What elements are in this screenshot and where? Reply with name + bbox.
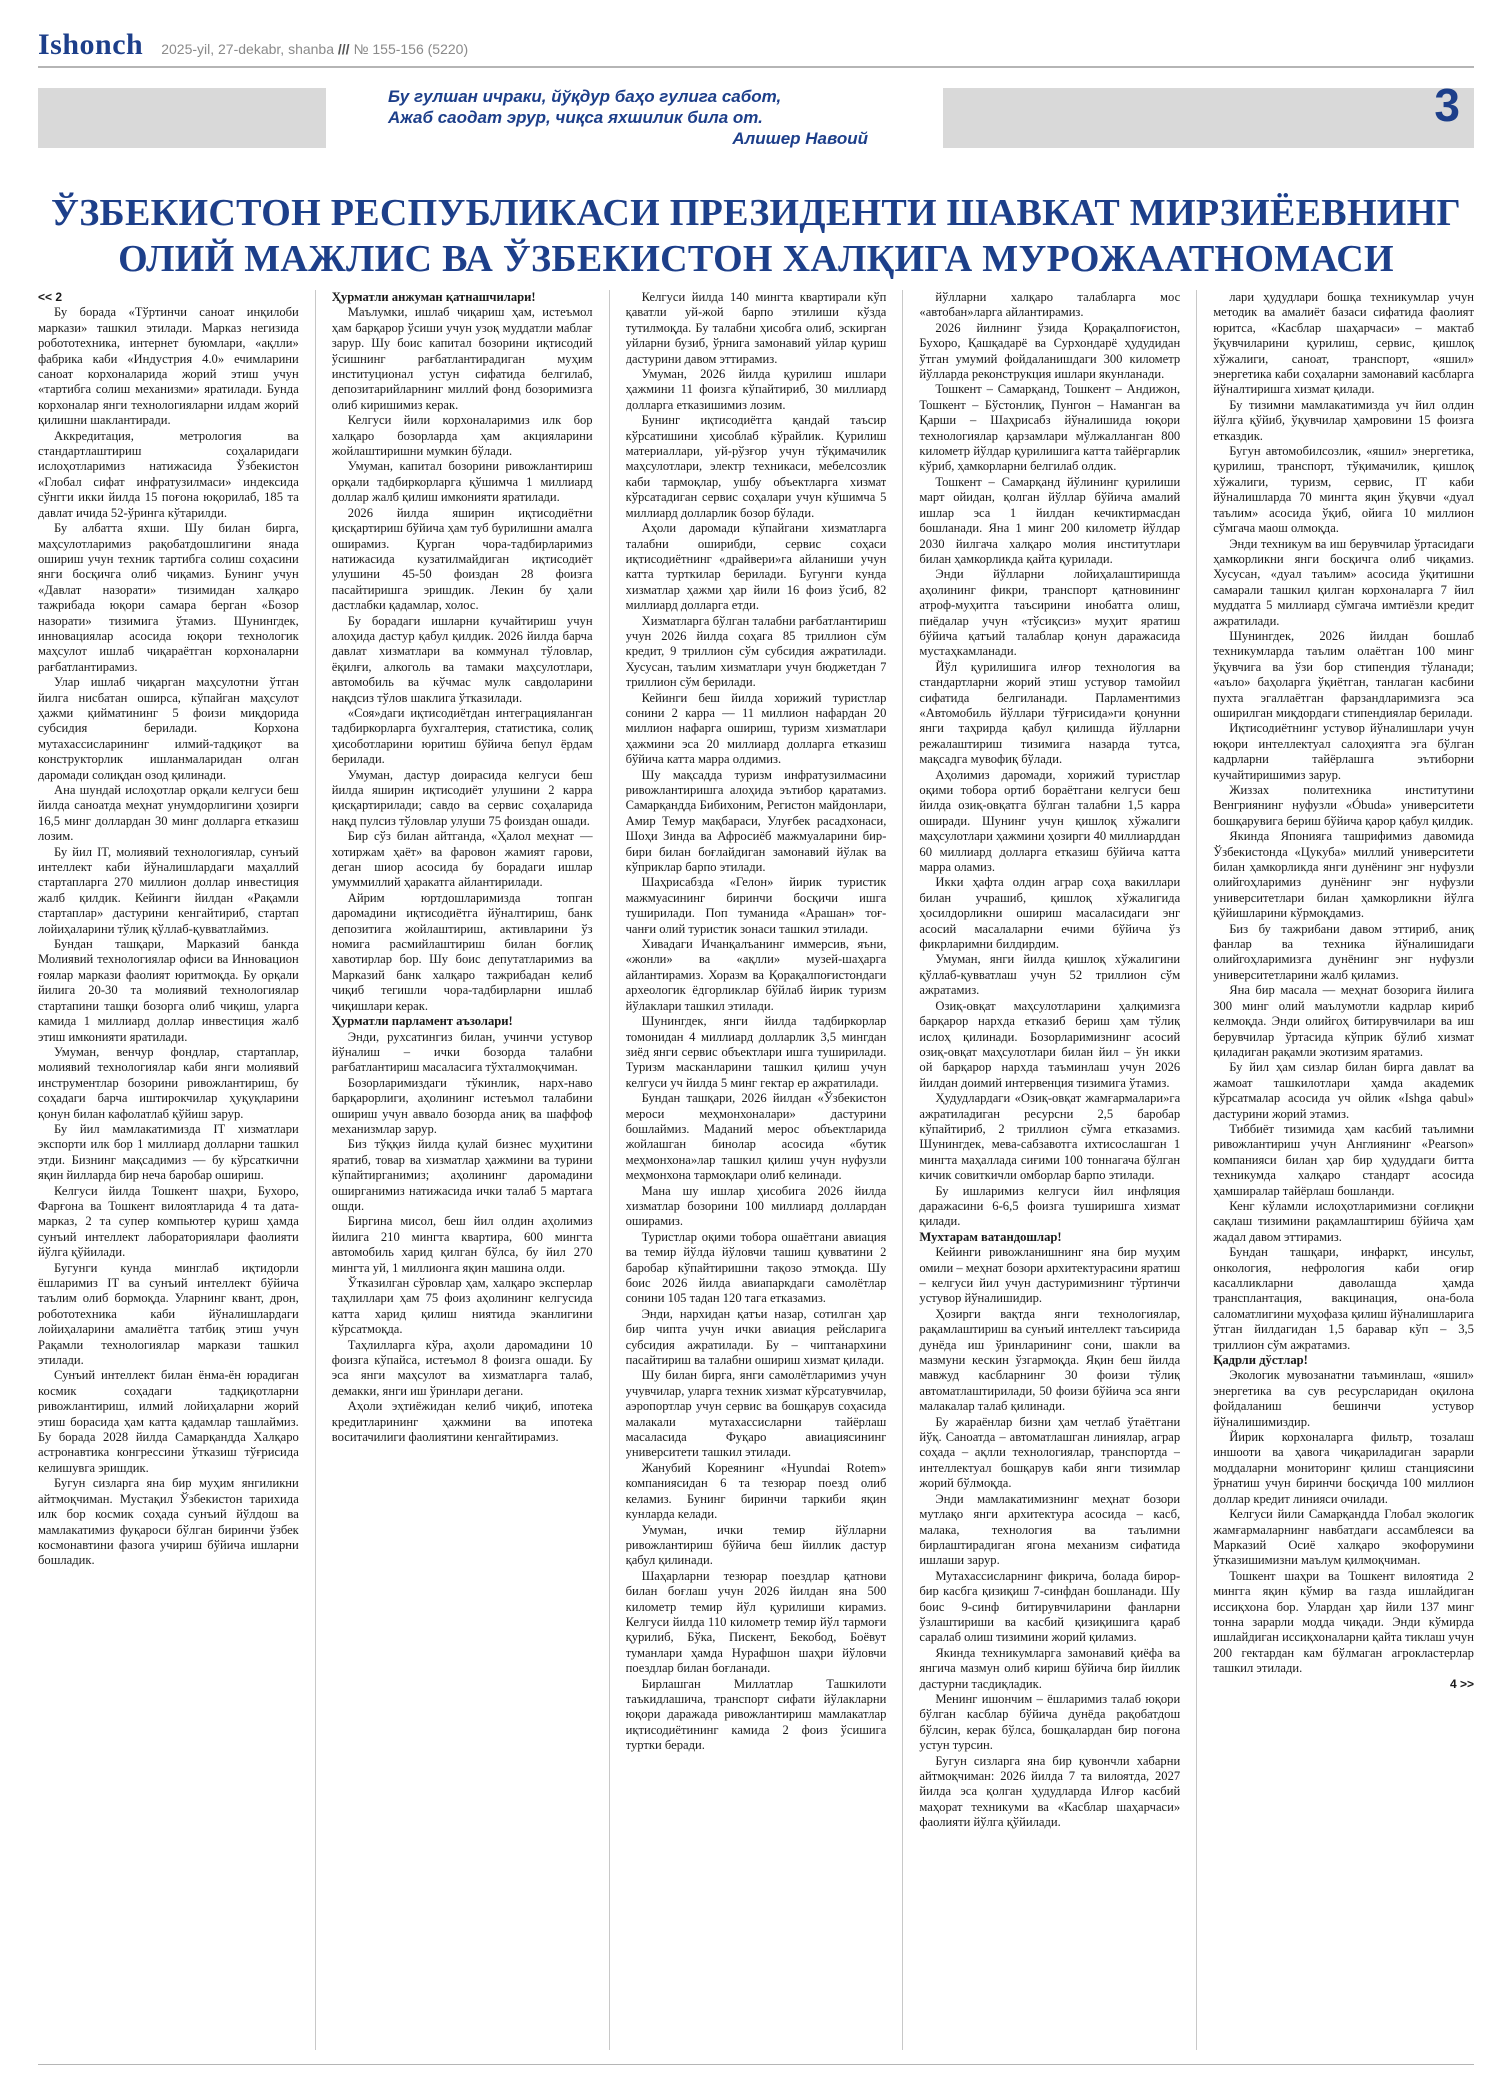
paragraph: Ҳурматли анжуман қатнашчилари! [331, 290, 536, 304]
paragraph: Экологик мувозанатни таъминлаш, «яшил» энергетика ва сув ресурсларидан оқилона фойдаланиш бешинчи устувор йўналишимиздир. [1213, 1368, 1474, 1429]
paragraph: Аҳоли даромади кўпайгани хизматларга талабни оширибди, сервис соҳаси иқтисодиётнинг «драйвери»га айланиши учун катта турткилар берилади. Бугунги кунда хизматлар ҳажми ҳар йили 16 фоиз ўсиб, 82 миллиард долларга етди. [625, 521, 887, 613]
paragraph: йўлларни халқаро талабларга мос «автобан»ларга айлантирамиз. [919, 290, 1181, 320]
paragraph: Умуман, дастур доирасида келгуси беш йилда яширин иқтисодиёт улушини 2 карра қисқартирилади; савдо ва сервис соҳаларида нақд пулсиз тўловлар улуши 75 фоиздан ошади. [331, 767, 593, 828]
paragraph: Бу йил мамлакатимизда IT хизматлари экспорти илк бор 1 миллиард долларни ташкил этди. Бизнинг мақсадимиз — бу кўрсаткични яқин йилларда бир неча баробар ошириш. [38, 1121, 299, 1183]
paragraph: Бу тизимни мамлакатимизда уч йил олдин йўлга қўйиб, ўқувчилар ҳамровини 15 фоизга етказдик. [1213, 397, 1474, 443]
paragraph: Бозорларимиздаги тўкинлик, нарх-наво барқарорлиги, аҳолининг истеъмол талабини ошириш учун аввало бозорда аниқ ва шаффоф механизмлар зарур. [331, 1075, 593, 1136]
text-column-4 [919, 290, 1180, 2050]
paragraph: Тошкент – Самарқанд йўлининг қурилиши март ойидан, қолган йўллар бўйича амалий ишлар эса 1 йилдан кечиктирмасдан бошланади. Яна 1 минг 200 километр йўлдар 2030 йилгача халқаро молия институтлари билан ҳамкорликда қайта қурилади. [919, 474, 1181, 566]
headline-line-1: ЎЗБЕКИСТОН РЕСПУБЛИКАСИ ПРЕЗИДЕНТИ ШАВКАТ МИРЗИЁЕВНИНГ [51, 192, 1461, 234]
paragraph: Бу борадаги ишларни кучайтириш учун алоҳида дастур қабул қилдик. 2026 йилда барча давлат хизматлари ва коммунал тўловлар, ёқилғи, алкоголь ва тамаки маҳсулотлари, автомобиль ва кўчмас мулк савдоларини нақдсиз тўлов шаклига ўтказилади. [331, 613, 593, 705]
paragraph: Биз тўққиз йилда қулай бизнес муҳитини яратиб, товар ва хизматлар ҳажмини ва турини кўпайтирганимиз; аҳолининг даромадини оширганимиз натижасида ички талаб 5 мартага ошди. [331, 1137, 593, 1213]
paragraph: Келгуси йили корхоналаримиз илк бор халқаро бозорларда ҳам акцияларини жойлаштиришни мумкин бўлади. [331, 413, 593, 459]
paragraph: «Соя»даги иқтисодиётдан интеграцияланган тадбиркорларга бухгалтерия, статистика, солиқ ҳисоботларини юритиш бўйича бепул ёрдам берилади. [331, 705, 593, 767]
issue-date: 2025-yil, 27-dekabr, shanba [161, 41, 335, 57]
paragraph: Биз бу тажрибани давом эттириб, аниқ фанлар ва техника йўналишидаги олийгоҳларимизга дунёнинг энг нуфузли университетларини жалб қиламиз. [1213, 921, 1474, 982]
column-divider [315, 290, 316, 2050]
paragraph: Келгуси йили Самарқандда Глобал экологик жамғармаларнинг навбатдаги ассамблеяси ва Марказий Осиё халқаро экофорумини ўтказишимизни маълум қилмоқчиман. [1213, 1507, 1474, 1568]
paragraph: Тиббиёт тизимида ҳам касбий таълимни ривожлантириш учун Англиянинг «Pearson» компанияси билан ҳар бир ҳудуддаги битта техникумда халқаро стандарт асосида ҳамширалар тайёрлаш бошланди. [1213, 1121, 1474, 1198]
paragraph: Бундан ташқари, Марказий банкда Молиявий технологиялар офиси ва Инновацион ғоялар маркази фаолият юритмоқда. Бу орқали йилига 20-30 та молиявий технологиялар стартапини ташқи бозорга олиб чиқиш, уларга камида 1 миллиард доллар инвестиция жалб этиш имконияти яратилади. [38, 937, 299, 1044]
paragraph: Энди йўлларни лойиҳалаштиришда аҳолининг фикри, транспорт қатновининг атроф-муҳитга таъсирини инобатга олиш, пиёдалар учун «тўсиқсиз» муҳит яратиш бўйича қатъий талаблар қонун даражасида мустаҳкамланади. [919, 567, 1181, 659]
text-column-5 [1213, 290, 1474, 2050]
epigraph-bar [38, 80, 1474, 156]
paragraph: Биргина мисол, беш йил олдин аҳолимиз йилига 210 мингта квартира, 600 мингта автомобиль харид қилган бўлса, бу йил 270 мингта уй, 1 миллионга яқин машина олди. [331, 1214, 593, 1275]
paragraph: Энди техникум ва иш берувчилар ўртасидаги ҳамкорликни янги босқичга олиб чиқамиз. Хусусан, «дуал таълим» асосида ўқитишни самарали ташкил қилган корхоналарга 7 йил муддатга 5 миллиард сўмгача имтиёзли кредит ажратилади. [1213, 536, 1474, 628]
text-column-1 [38, 290, 299, 2050]
paragraph: Иқтисодиётнинг устувор йўналишлари учун юқори интеллектуал салоҳиятга эга бўлган кадрларни тайёрлашга эътиборни кучайтиришимиз зарур. [1213, 721, 1474, 782]
paragraph: Қадрли дўстлар! [1213, 1353, 1308, 1368]
paragraph: Йирик корхоналарга фильтр, тозалаш иншооти ва ҳавога чиқариладиган зарарли моддаларни мониторинг қилиш станциясини ўрнатиш учун биринчи босқичда 100 миллион доллар кредит линияси очилади. [1213, 1430, 1474, 1506]
paragraph: Мутахассисларнинг фикрича, болада бирор-бир касбга қизиқиш 7-синфдан бошланади. Шу боис 9-синф битирувчиларини фанларни ўзлаштириши ва касбий қизиқишига қараб саралаб олиш тизимини жорий қиламиз. [919, 1568, 1181, 1645]
paragraph: Энди, рухсатингиз билан, учинчи устувор йўналиш – ички бозорда талабни рағбатлантириш масаласига тўхталмоқчиман. [331, 1029, 593, 1075]
article-body [38, 290, 1474, 2050]
paragraph: Бу йил ҳам сизлар билан бирга давлат ва жамоат ташкилотлари ҳамда академик кўрсатмалар асосида уч ойлик «Ishga qabul» дастурини жорий этамиз. [1213, 1060, 1474, 1121]
paragraph: Якинда Японияга ташрифимиз давомида Ўзбекистонда «Цукуба» миллий университети билан ҳамкорликда янги дунёнинг энг нуфузли олийгоҳларимиз дунёнинг энг нуфузли университетлари билан ҳамкорликни йўлга қўйишларини кўрмоқдамиз. [1213, 829, 1474, 921]
paragraph: Бу албатта яхши. Шу билан бирга, маҳсулотларимиз рақобатдошлигини янада ошириш учун техник тартибга солиш соҳасини янги босқичга олиб чиқамиз. Бунинг учун «Давлат назорати» тизимидан халқаро тажрибада юқори самара берган «Бозор назорати» тизимига ўтамиз. Шунингдек, инновациялар асосида юқори технологик маҳсулот ишлаб чиқараётган корхоналарни рағбатлантирамиз. [38, 521, 299, 674]
paragraph: Бирлашган Миллатлар Ташкилоти таъкидлашича, транспорт сифати йўлакларни юқори даражада ривожлантириш мамлакатлар иқтисодиётининг камида 2 фоиз ўсишига туртки беради. [625, 1676, 887, 1753]
paragraph: Улар ишлаб чиқарган маҳсулотни ўтган йилга нисбатан оширса, кўпайган маҳсулот ҳажми қийматининг 5 фоизи миқдорида субсидия берилади. Корхона мутахассисларининг илмий-тадқиқот ва конструкторлик ишланмаларидан олган даромади солиқдан озод қилинади. [38, 675, 299, 782]
paragraph: Бундан ташқари, инфаркт, инсульт, онкология, нефрология каби оғир касалликларни даволашда ҳамда трансплантация, вакцинация, она-бола саломатлигини муҳофаза қилиш йўналишларига ўтган йилдагидан 1,5 баравар кўп – 3,5 триллион сўм ажратамиз. [1213, 1245, 1474, 1352]
column-divider [1196, 290, 1197, 2050]
paragraph: 2026 йилда яширин иқтисодиётни қисқартириш бўйича ҳам туб бурилишни амалга оширамиз. Қурган чора-тадбирларимиз натижасида кузатилмайдиган иқтисодиёт улушини 45-50 фоиздан 28 фоизга пасайтиришга эришдик. Лекин бу ҳали дастлабки қадамлар, холос. [331, 505, 593, 613]
paragraph: Тошкент – Самарқанд, Тошкент – Андижон, Тошкент – Бўстонлиқ, Пунгон – Наманган ва Қарши – Шаҳрисабз йўналишида юқори технологиялар қарзамлари мўлжалланган 800 километр йўлдар қурилишига катта тайёргарлик кўриб, ҳамкорларни белгилаб олдик. [919, 382, 1181, 474]
paragraph: Ҳозирги вақтда янги технологиялар, рақамлаштириш ва сунъий интеллект таъсирида дунёда иш ўринларининг сони, шакли ва мазмуни кескин ўзгармоқда. Яқин беш йилда мавжуд касбларнинг 30 фоизи тўлиқ автоматлаштирилади, 50 фоизи бўйича эса янги малакалар талаб қилинади. [919, 1306, 1181, 1414]
newspaper-logo: Ishonch [38, 28, 144, 61]
paragraph: Шу мақсадда туризм инфратузилмасини ривожлантиришга алоҳида эътибор қаратамиз. Самарқандда Бибихоним, Регистон майдонлари, Амир Темур мақбараси, Улуғбек расадхонаси, Шоҳи Зинда ва Афросиёб мажмуаларини бир-бири билан боғлайдиган замонавий йўлак ва кўприклар барпо этилади. [625, 767, 887, 875]
decorative-band-left [38, 88, 326, 148]
decorative-band-right [943, 88, 1474, 148]
paragraph: Умуман, ички темир йўлларни ривожлантириш бўйича беш йиллик дастур қабул қилинади. [625, 1522, 887, 1568]
paragraph: Ҳурматли парламент аъзолари! [331, 1014, 513, 1029]
paragraph: Айрим юртдошларимизда топган даромадини иқтисодиётга йўналтириш, банк депозитига жойлаштириш, активларини ўз номига расмийлаштириш билан боғлиқ хавотирлар бор. Шу боис депутатларимиз ва Марказий банк халқаро тажрибадан келиб чиқиб тегишли чора-тадбирларни ишлаб чиқишлари керак. [331, 890, 593, 1013]
article-headline [38, 190, 1474, 282]
paragraph: Ҳудудлардаги «Озиқ-овқат жамғармалари»га ажратиладиган ресурсни 2,5 баробар кўпайтириб, 2 триллион сўмга етказамиз. Шунингдек, мева-сабзавотга ихтисослашган 1 мингта маҳаллада сиғими 100 тоннагача бўлган кичик совиткичли омборлар барпо этилади. [919, 1091, 1181, 1183]
text-column-2 [332, 290, 593, 2050]
paragraph: Маълумки, ишлаб чиқариш ҳам, истеъмол ҳам барқарор ўсиши учун узоқ муддатли маблағ зарур. Шу боис капитал бозорини иқтисодий ўсишнинг рағбатлантирадиган муҳим институционал устун сифатида белгилаб, депозитарийларнинг миллий фонд бозоримизга олиб киришимиз керак. [331, 305, 593, 412]
paragraph: Йўл қурилишига илғор технология ва стандартларни жорий этиш устувор тамойил сифатида белгиланади. Парламентимиз «Автомобиль йўллари тўғрисида»ги қонунни янги таҳрирда қабул қилишда йўлларни режалаштириш тизимига назарда тутса, мақсадга мувофиқ бўлади. [919, 659, 1181, 767]
bottom-divider [38, 2064, 1474, 2065]
epigraph [388, 86, 908, 149]
paragraph: Аҳолимиз даромади, хорижий туристлар оқими тобора ортиб бораётгани келгуси беш йилда озиқ-овқатга бўлган талабни 1,5 карра оширади. Шунинг учун қишлоқ хўжалиги маҳсулотлари ҳажмини ҳозирги 40 миллиарддан 60 миллиард долларга етказиш бўйича катта марра оламиз. [919, 767, 1181, 875]
paragraph: Икки ҳафта олдин аграр соҳа вакиллари билан учрашиб, қишлоқ хўжалигида ҳосилдорликни ошириш масаласидаги энг асосий масалаларни ечими бўйича ўз фикрларимни билдирдим. [919, 875, 1181, 952]
paragraph: Яна бир масала — меҳнат бозорига йилига 300 минг олий маълумотли кадрлар кириб келмоқда. Энди олийгоҳ битирувчилари ва иш берувчилар ўртасида кўприк бўлиб хизмат қиладиган рақамли экотизим яратамиз. [1213, 983, 1474, 1059]
paragraph: Кейинги ривожланишнинг яна бир муҳим омили – меҳнат бозори архитектурасини яратиш – келгуси йил учун дастуримизнинг тўртинчи устувор йўналишидир. [919, 1245, 1181, 1306]
paragraph: Бу йил IT, молиявий технологиялар, сунъий интеллект каби йўналишлардаги маҳаллий стартапларга 270 миллион доллар инвестиция жалб қилдик. Кейинги йилдан «Рақамли стартаплар» дастурини кенгайтириб, стартап лойиҳаларини тўлиқ қўллаб-қувватлаймиз. [38, 844, 299, 936]
paragraph: Аҳоли эҳтиёжидан келиб чиқиб, ипотека кредитларининг ҳажмини ва ипотека воситачилиги фаолиятини кенгайтирамиз. [331, 1399, 593, 1445]
paragraph: Хивадаги Ичанқалъанинг иммерсив, яъни, «жонли» ва «ақлли» музей-шаҳарга айлантирамиз. Хоразм ва Қорақалпоғистондаги археологик ёдгорликлар бўйлаб йирик туризм йўлаклари ташкил этилади. [625, 937, 887, 1013]
paragraph: Аккредитация, метрология ва стандартлаштириш соҳаларидаги ислоҳотларимиз натижасида Ўзбекистон «Глобал сифат инфратузилмаси» индексида сўнгги икки йилда 15 поғона юқорилаб, 185 та давлат ичида 52-ўринга кўтарилди. [38, 428, 299, 520]
paragraph: Ана шундай ислоҳотлар орқали келгуси беш йилда саноатда меҳнат унумдорлигини ҳозирги 16,5 минг доллардан 30 минг долларга етказиш лозим. [38, 783, 299, 844]
issue-info [161, 41, 468, 57]
paragraph: Тошкент шаҳри ва Тошкент вилоятида 2 мингга яқин кўмир ва газда ишлайдиган иссиқхона бор. Улардан ҳар йили 137 минг тонна зарарли модда чиқади. Энди кўмирда ишлайдиган иссиқхоналарни қайта тиклаш учун 200 гектардан кам бўлмаган агрокластерлар ташкил этилади. [1213, 1568, 1474, 1676]
paragraph: Мана шу ишлар ҳисобига 2026 йилда хизматлар бозорини 100 миллиард доллардан оширамиз. [625, 1183, 887, 1229]
paragraph: Энди мамлакатимизнинг меҳнат бозори мутлақо янги архитектура асосида – касб, малака, технология ва таълимни бирлаштирадиган ягона механизм сифатида ишлаши зарур. [919, 1491, 1181, 1568]
paragraph: Бу жараёнлар бизни ҳам четлаб ўтаётгани йўқ. Саноатда – автоматлашган линиялар, аграр соҳада – ақлли технологиялар, транспортда – интеллектуал бошқарув каби янги тизимлар жорий бўлмоқда. [919, 1414, 1181, 1491]
paragraph: Бугун сизларга яна бир қувончли хабарни айтмоқчиман: 2026 йилда 7 та вилоятда, 2027 йилда эса қолган ҳудудларда Илғор касбий маҳорат техникуми ва «Касблар шаҳарчаси» фаолияти йўлга қўйилади. [919, 1753, 1181, 1830]
issue-separator: /// [337, 41, 350, 57]
paragraph: Умуман, венчур фондлар, стартаплар, молиявий технологиялар каби янги молиявий инструментлар бозорини ривожлантириш, бу соҳадаги барча иштирокчилар ҳуқуқларини қонун билан кафолатлаб қўйиш зарур. [38, 1044, 299, 1121]
paragraph: Бунинг иқтисодиётга қандай таъсир кўрсатишини ҳисоблаб кўрайлик. Қурилиш материаллари, уй-рўзғор учун тўқимачилик маҳсулотлари, электр техникаси, мебелсозлик каби тармоқлар, ушбу объектларга хизмат кўрсатадиган сервис соҳалари учун кўшимча 5 миллиард долларлик бозор бўлади. [625, 413, 887, 520]
top-divider [38, 66, 1474, 68]
continued-from-marker: << 2 [38, 290, 63, 304]
paragraph: Кенг кўламли ислоҳотларимизни соғлиқни сақлаш тизимини рақамлаштириш бўйича ҳам жадал давом эттирамиз. [1213, 1198, 1474, 1244]
masthead-bar [38, 28, 1474, 62]
column-divider [902, 290, 903, 2050]
paragraph: Бугунги кунда минглаб иқтидорли ёшларимиз IT ва сунъий интеллект бўйича таълим олиб бормоқда. Уларнинг квант, дрон, робототехника каби йўналишлардаги лойиҳаларини амалиётга татбиқ этиш учун Рақамли технологиялар маркази ташкил этилади. [38, 1260, 299, 1368]
paragraph: Шаҳарларни тезюрар поездлар қатнови билан боғлаш учун 2026 йилдан яна 500 километр темир йўл қурилиши кирамиз. Келгуси йилда 110 километр темир йўл тармоғи қурилиб, Бўка, Пискент, Бекобод, Боёвут туманлари ҳамда Нурафшон шаҳри йўловчи поездлар билан боғланади. [625, 1568, 887, 1676]
column-divider [609, 290, 610, 2050]
epigraph-author: Алишер Навоий [732, 129, 868, 148]
paragraph: Туристлар оқими тобора ошаётгани авиация ва темир йўлда йўловчи ташиш қувватини 2 баробар кўпайтиришни тақозо этмоқда. Шу боис 2026 йилда авиапаркдаги самолётлар сонини 105 тадан 120 тага етказамиз. [625, 1229, 887, 1306]
paragraph: Келгуси йилда 140 мингта квартирали кўп қаватли уй-жой барпо этилиши кўзда тутилмоқда. Бу талабни ҳисобга олиб, эскирган уйларни бузиб, ўрнига замонавий уйлар қуриш дастурини давом эттирамиз. [625, 290, 887, 366]
paragraph: Шунингдек, янги йилда тадбиркорлар томонидан 4 миллиард долларлик 3,5 мингдан зиёд янги сервис объектлари ишга туширилади. Туризм масканларини ташкил қилиш учун келгуси уч йилда 5 минг гектар ер ажратилади. [625, 1014, 887, 1090]
paragraph: Менинг ишончим – ёшларимиз талаб юқори бўлган касблар бўйича дунёда рақобатдош бўлсин, керак бўлса, бошқалардан бир поғона устун турсин. [919, 1691, 1181, 1753]
paragraph: Ўтказилган сўровлар ҳам, халқаро эксперлар таҳлиллари ҳам 75 фоиз аҳолининг келгусида катта харид қилиш ниятида эканлигини кўрсатмоқда. [331, 1276, 593, 1337]
paragraph: лари ҳудудлари бошқа техникумлар учун методик ва амалиёт базаси сифатида фаолият юритса, «Касблар шаҳарчаси» – мактаб ўқувчиларини қурилиш, сервис, қишлоқ хўжалиги, саноат, транспорт, «яшил» энергетика каби соҳаларни замонавий касбларга йўналтиришга хизмат қилади. [1213, 290, 1474, 397]
paragraph: Бундан ташқари, 2026 йилдан «Ўзбекистон мероси меҳмонхоналари» дастурини бошлаймиз. Маданий мерос объектларида жойлашган бинолар асосида «бутик меҳмонхона»лар ташкил қилиш учун нуфузли меҳмонхона тармоқлари олиб келинади. [625, 1091, 887, 1183]
page-number: 3 [1434, 79, 1460, 131]
paragraph: Якинда техникумларга замонавий қиёфа ва янгича мазмун олиб кириш бўйича бир йиллик дастурни тасдиқладик. [919, 1645, 1181, 1691]
paragraph: Мухтарам ватандошлар! [919, 1229, 1062, 1244]
headline-line-2: ОЛИЙ МАЖЛИС ВА ЎЗБЕКИСТОН ХАЛҚИГА МУРОЖААТНОМАСИ [118, 238, 1394, 280]
epigraph-line-1: Бу гулшан ичраки, йўқдур баҳо гулига сабот, [388, 87, 782, 106]
paragraph: Умуман, 2026 йилда қурилиш ишлари ҳажмини 11 фоизга кўпайтириб, 30 миллиард долларга етказишимиз лозим. [625, 367, 887, 412]
epigraph-line-2: Ажаб саодат эрур, чиқса яхшилик била от. [388, 108, 763, 127]
paragraph: Жиззах политехника институтини Венгриянинг нуфузли «Óbuda» университети бошқарувига бериш бўйича қарор қабул қилдик. [1213, 783, 1474, 828]
issue-number: № 155-156 (5220) [353, 41, 469, 57]
paragraph: Бу ишларимиз келгуси йил инфляция даражасини 6-6,5 фоизга туширишга хизмат қилади. [919, 1183, 1181, 1229]
paragraph: Озиқ-овқат маҳсулотларини ҳалқимизга барқарор нархда етказиб бериш ҳам тўлиқ ислоҳ қилинади. Бозорларимизнинг асосий озиқ-овқат маҳсулотлари билан йил – ўн икки ой барқарор нархда таъминлаш учун 2026 йилдан доимий интервенция тизимига ўтамиз. [919, 998, 1181, 1090]
text-column-3 [626, 290, 887, 2050]
paragraph: Келгуси йилда Тошкент шаҳри, Бухоро, Фарғона ва Тошкент вилоятларида 4 та дата-марказ, 2 та супер компьютер қуриш ҳамда сунъий интеллект лабораториялари фаолияти йўлга қўйилади. [38, 1183, 299, 1260]
paragraph: Кейинги беш йилда хорижий туристлар сонини 2 карра — 11 миллион нафардан 20 миллион нафарга ошириш, туризм хизматлари ҳажмини эса 20 миллиард долларга етказиш бўйича катта марра олдимиз. [625, 690, 887, 767]
paragraph: Шаҳрисабзда «Гелон» йирик туристик мажмуасининг биринчи босқичи ишга туширилади. Поп туманида «Арашан» тоғ-чанғи олий туристик зонаси ташкил этилади. [625, 875, 887, 936]
paragraph: Таҳлилларга кўра, аҳоли даромадини 10 фоизга кўпайса, истеъмол 8 фоизга ошади. Бу эса янги маҳсулот ва хизматларга талаб, демакки, янги иш ўринлари дегани. [331, 1337, 593, 1398]
paragraph: Энди, нархидан қатъи назар, сотилган ҳар бир чипта учун ички авиация рейсларига субсидия ажратилади. Бу – чиптанархини пасайтириш ва талабни ошириш хизмат қилади. [625, 1306, 887, 1368]
paragraph: Умуман, янги йилда қишлоқ хўжалигини қўллаб-қувватлаш учун 52 триллион сўм ажратамиз. [919, 952, 1181, 998]
paragraph: Умуман, капитал бозорини ривожлантириш орқали тадбиркорларга қўшимча 1 миллиард доллар жалб қилиш имконияти яратилади. [331, 459, 593, 505]
paragraph: Жанубий Кореянинг «Hyundai Rotem» компаниясидан 6 та тезюрар поезд олиб келамиз. Бунинг биринчи таркиби яқин кунларда келади. [625, 1460, 887, 1522]
paragraph: Шу билан бирга, янги самолётларимиз учун учувчилар, уларга техник хизмат кўрсатувчилар, аэропортлар учун сервис ва бошқарув соҳасида малакали мутахассисларни тайёрлаш масаласида Фуқаро авиациясининг университети ташкил этилади. [625, 1368, 887, 1460]
paragraph: Бу борада «Тўртинчи саноат инқилоби маркази» ташкил этилади. Марказ негизида робототехника, интернет буюмлари, «ақлли» фабрика каби «Индустрия 4.0» ечимларини саноат корхоналарида жорий этиш учун «тартибга солиш механизми» яратилади. Бунда корхоналар янги технологияларни илдам жорий қилишни шаклантиради. [38, 305, 299, 428]
paragraph: Бугун автомобилсозлик, «яшил» энергетика, қурилиш, транспорт, тўқимачилик, қишлоқ хўжалиги, туризм, сервис, IT каби йўналишларда 70 мингта яқин ўқувчи «дуал таълим» асосида ўқиб, ойига 10 миллион сўмгача маош олмоқда. [1213, 444, 1474, 536]
paragraph: Бир сўз билан айтганда, «Ҳалол меҳнат — хотиржам ҳаёт» ва фаровон жамият гарови, деган шиор асосида бу борадаги ишлар умуммиллий ҳаракатга айлантирилади. [331, 829, 593, 890]
paragraph: 2026 йилнинг ўзида Қорақалпоғистон, Бухоро, Қашқадарё ва Сурхондарё ҳудудидан ўтган умумий фойдаланишдаги 300 километр йўлларда реконструкция ишлари якунланади. [919, 320, 1181, 382]
continued-to-marker: 4 >> [1449, 1676, 1474, 1691]
paragraph: Шунингдек, 2026 йилдан бошлаб техникумларда таълим олаётган 100 минг ўқувчига ва ўзи бор стипендия тўланади; «аъло» баҳоларга ўқиётган, танлаган касбини пухта эгаллаётган фарзандларимизга эса оширилган миқдордаги стипендиялар берилади. [1213, 628, 1474, 720]
paragraph: Сунъий интеллект билан ёнма-ён юрадиган космик соҳадаги тадқиқотларни ривожлантириш, илмий лойиҳаларни жорий этиш борасида ҳам катта қадамлар ташлаймиз. Бу борада 2028 йилда Самарқандда Халқаро астронавтика конгрессини ўтказиш тўғрисида келишувга эришдик. [38, 1368, 299, 1475]
paragraph: Хизматларга бўлган талабни рағбатлантириш учун 2026 йилда соҳага 85 триллион сўм кредит, 9 триллион сўм субсидия ажратилади. Хусусан, таълим хизматлари учун бюджетдан 7 триллион сўм берилади. [625, 613, 887, 690]
paragraph: Бугун сизларга яна бир муҳим янгиликни айтмоқчиман. Мустақил Ўзбекистон тарихида илк бор космик соҳада сунъий йўлдош ва мамлакатимиз фуқароси бўлган биринчи ўзбек космонавтини фазога учириш бўйича ишларни бошладик. [38, 1476, 299, 1568]
